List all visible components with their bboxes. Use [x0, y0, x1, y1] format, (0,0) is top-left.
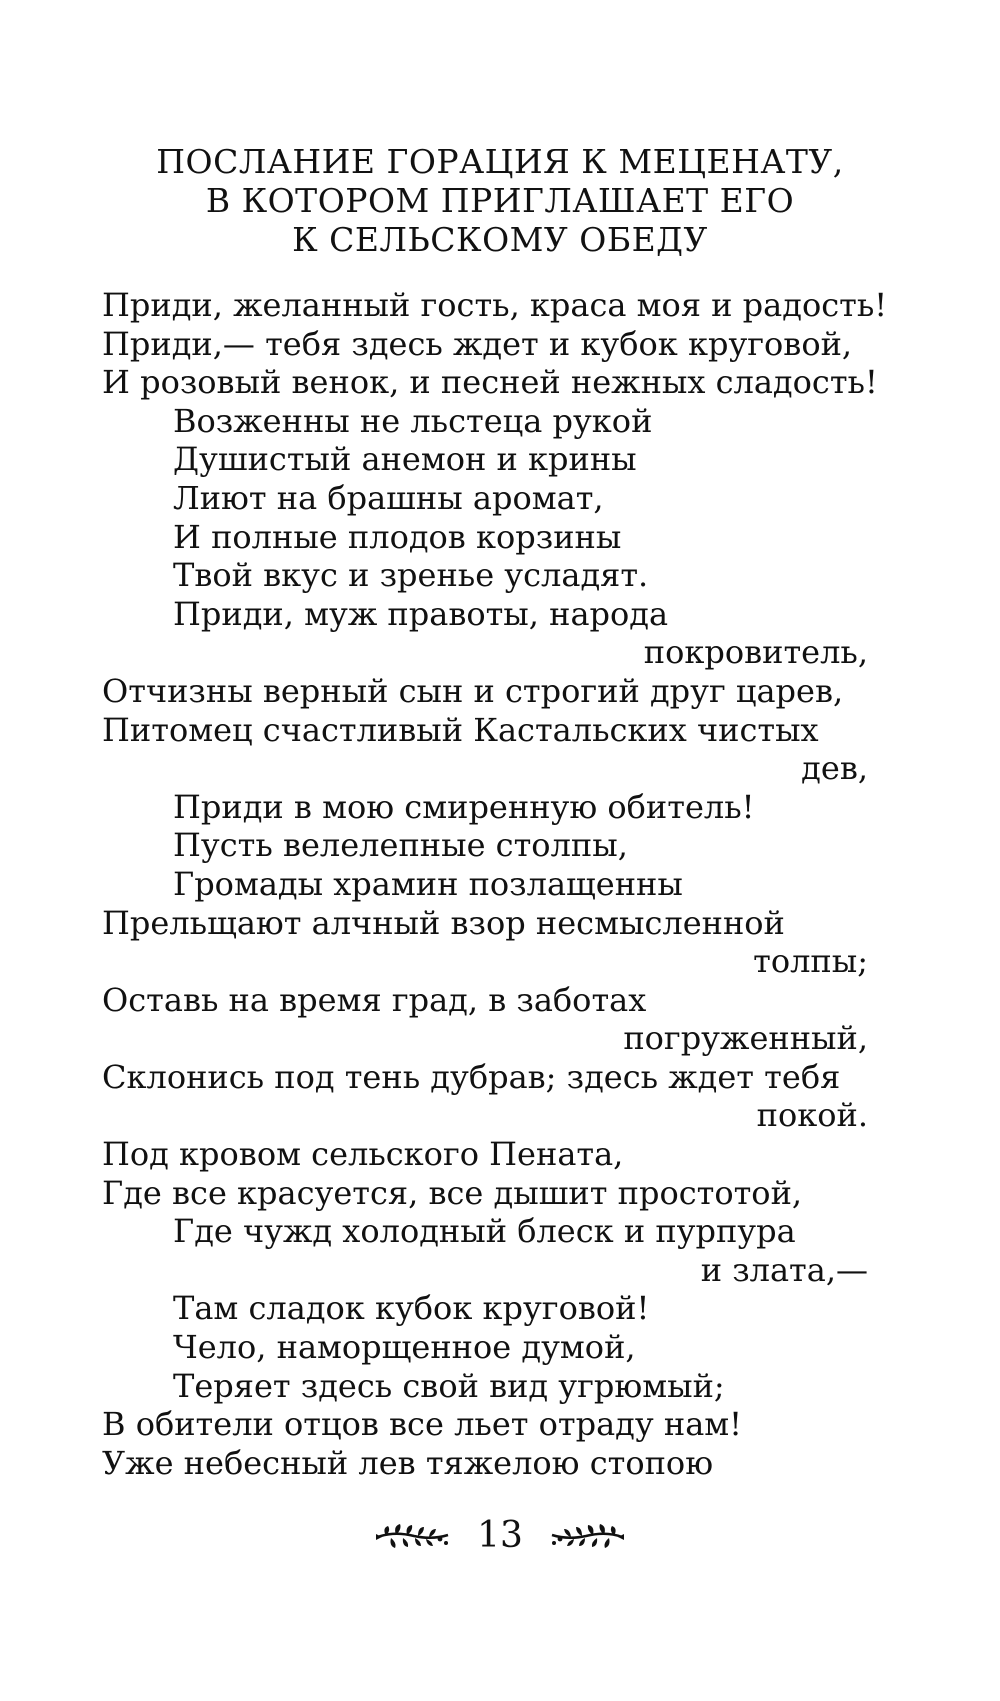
poem-line: дев, [801, 749, 868, 788]
poem-line: Уже небесный лев тяжелою стопою [102, 1443, 714, 1482]
poem-line: Склонись под тень дубрав; здесь ждет тебя [102, 1057, 841, 1096]
poem-line: Отчизны верный сын и строгий друг царев, [102, 671, 844, 710]
poem-line: Приди, желанный гость, краса моя и радость! [102, 286, 888, 324]
leaf-ornament-left-icon [374, 1521, 452, 1551]
poem-line: Теряет здесь свой вид угрюмый; [173, 1366, 725, 1405]
poem-line: толпы; [753, 942, 868, 981]
poem-line: Приди,— тебя здесь ждет и кубок круговой, [102, 324, 853, 363]
poem-line: покровитель, [643, 633, 868, 672]
poem-line: И розовый венок, и песней нежных сладость! [102, 363, 878, 402]
title-line: ПОСЛАНИЕ ГОРАЦИЯ К МЕЦЕНАТУ, [156, 142, 844, 181]
poem-line: покой. [756, 1096, 868, 1135]
page-footer [0, 1512, 1000, 1558]
poem-line: И полные плодов корзины [173, 517, 622, 556]
poem-line: погруженный, [623, 1019, 868, 1058]
poem-line: Там сладок кубок круговой! [173, 1289, 650, 1328]
poem-line: Где чужд холодный блеск и пурпура [173, 1212, 796, 1251]
poem-line: В обители отцов все льет отраду нам! [102, 1405, 743, 1444]
leaf-ornament-right-icon [548, 1521, 626, 1551]
poem-line: Оставь на время град, в заботах [102, 980, 647, 1019]
poem-line: Душистый анемон и крины [173, 440, 637, 479]
poem-line: и злата,— [700, 1250, 868, 1289]
title-line: К СЕЛЬСКОМУ ОБЕДУ [292, 220, 708, 259]
poem-line: Громады храмин позлащенны [173, 864, 683, 903]
poem-line: Пусть велелепные столпы, [173, 826, 628, 865]
poem-line: Под кровом сельского Пената, [102, 1135, 624, 1174]
poem-body [102, 286, 888, 1482]
poem-line: Чело, наморщенное думой, [173, 1328, 636, 1367]
poem-line: Где все красуется, все дышит простотой, [102, 1173, 803, 1212]
poem-title [0, 142, 1000, 259]
page-number: 13 [477, 1515, 523, 1556]
poem-line: Лиют на брашны аромат, [173, 478, 604, 517]
poem-line: Возженны не льстеца рукой [173, 401, 653, 440]
poem-line: Твой вкус и зренье усладят. [173, 556, 649, 595]
poem-line: Приди в мою смиренную обитель! [173, 787, 755, 826]
poem-line: Питомец счастливый Кастальских чистых [102, 710, 819, 749]
title-line: В КОТОРОМ ПРИГЛАШАЕТ ЕГО [205, 181, 795, 220]
poem-line: Прельщают алчный взор несмысленной [102, 903, 785, 942]
poem-line: Приди, муж правоты, народа [173, 594, 669, 633]
